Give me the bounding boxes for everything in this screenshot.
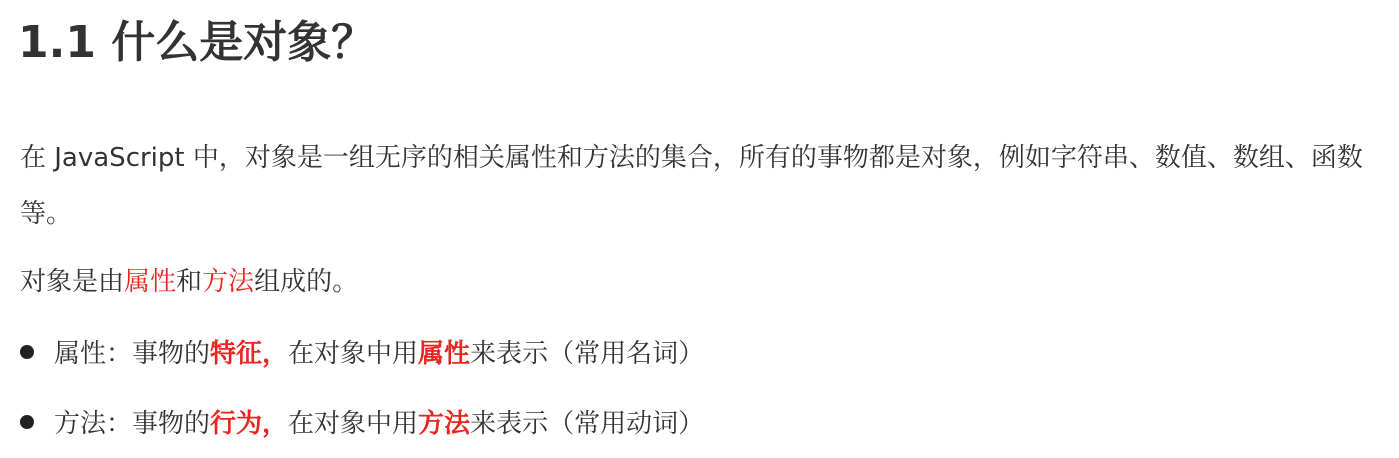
bullet-term: 方法	[418, 409, 471, 439]
bullet-label: 方法：事物的	[54, 409, 211, 439]
bullet-label: 属性：事物的	[54, 339, 211, 369]
property-highlight: 属性	[124, 267, 177, 297]
method-bullet-item	[20, 404, 704, 444]
bullet-middle: 在对象中用	[288, 409, 419, 439]
composition-and: 和	[176, 267, 203, 297]
bullet-term: 属性	[418, 339, 471, 369]
bullet-tail: 来表示（常用动词）	[470, 409, 705, 439]
bullet-dot-icon	[20, 415, 34, 429]
bullet-emphasis: 特征，	[210, 339, 289, 369]
composition-paragraph	[20, 254, 358, 310]
property-bullet-item	[20, 334, 704, 374]
bullet-dot-icon	[20, 345, 34, 359]
intro-paragraph: 在 JavaScript 中，对象是一组无序的相关属性和方法的集合，所有的事物都是对象，例如字符串、数值、数组、函数等。	[20, 143, 1363, 229]
bullet-emphasis: 行为，	[210, 409, 289, 439]
composition-prefix: 对象是由	[20, 267, 125, 297]
bullet-tail: 来表示（常用名词）	[470, 339, 705, 369]
page-title: 1.1 什么是对象？	[18, 17, 376, 68]
composition-suffix: 组成的。	[254, 267, 359, 297]
method-highlight: 方法	[202, 267, 255, 297]
bullet-middle: 在对象中用	[288, 339, 419, 369]
